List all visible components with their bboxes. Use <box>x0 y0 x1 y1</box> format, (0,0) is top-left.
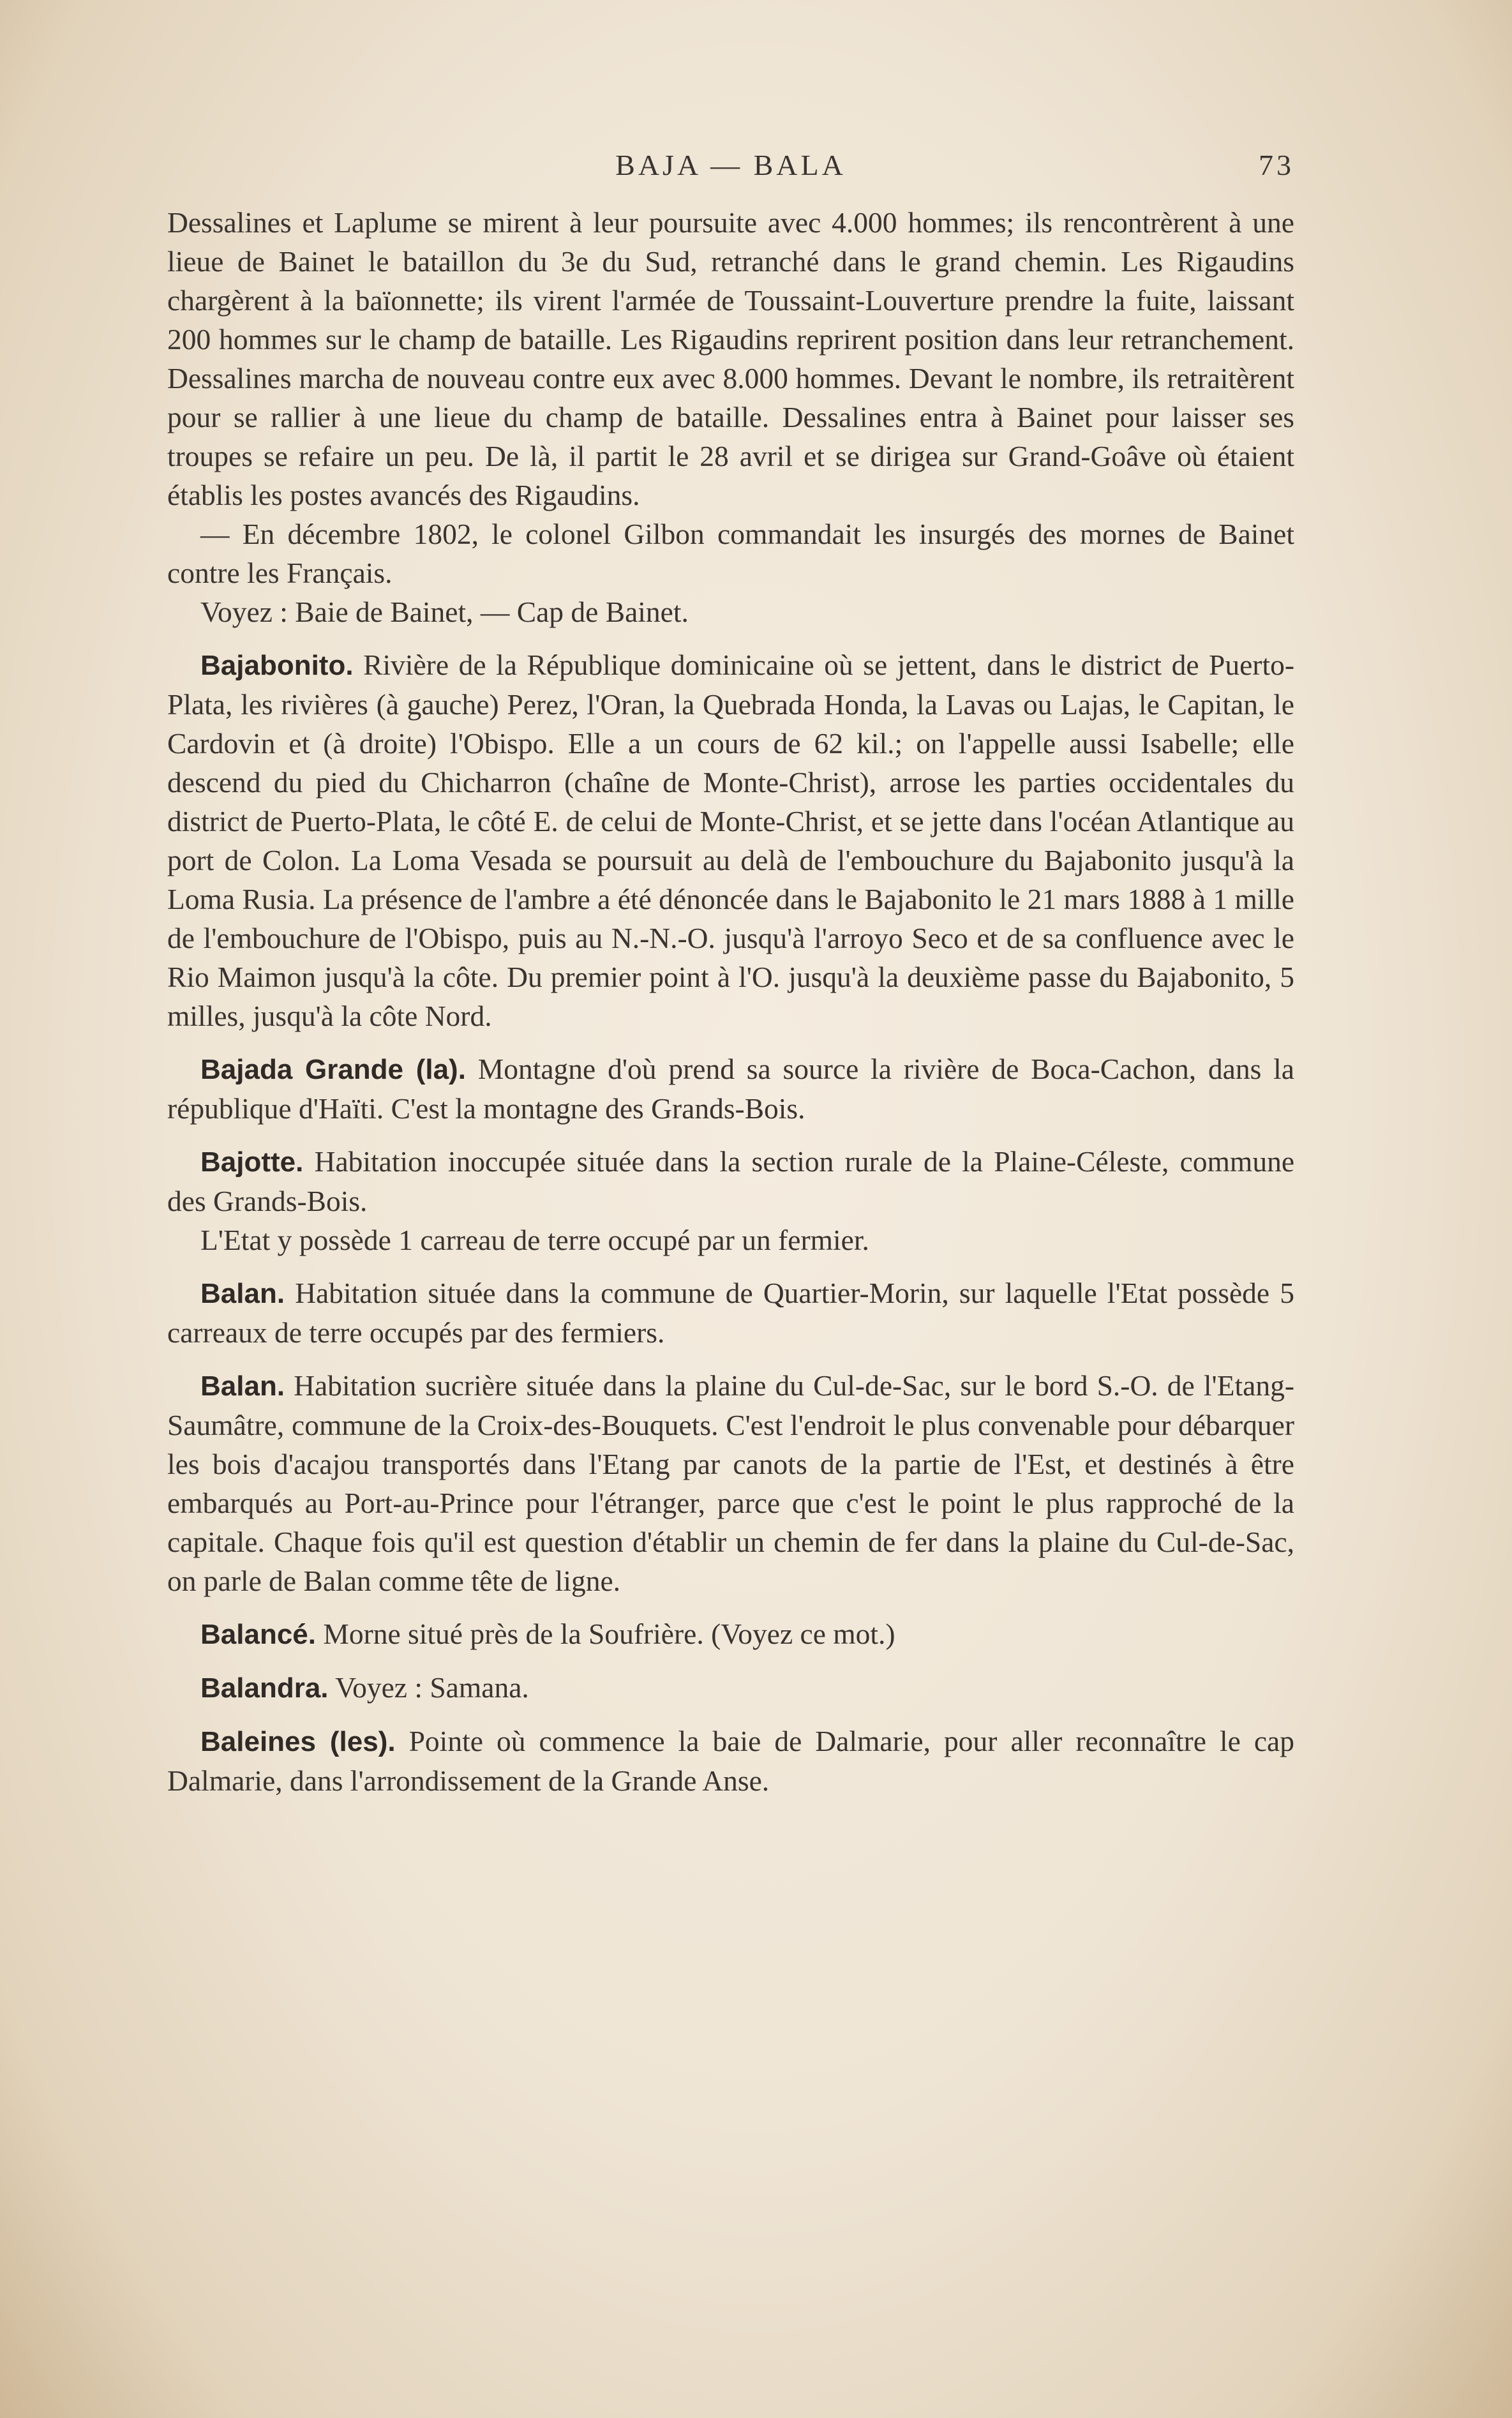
entry-bajotte <box>167 1142 1294 1220</box>
entry-balan-2 <box>167 1366 1294 1600</box>
paragraph-text: Voyez : Baie de Bainet, — Cap de Bainet. <box>200 596 689 628</box>
entry-headword: Balandra. <box>200 1672 329 1704</box>
entry-headword: Bajotte. <box>200 1146 304 1178</box>
entry-bajabonito <box>167 645 1294 1035</box>
paragraph-text: — En décembre 1802, le colonel Gilbon commandait les insurgés des mornes de Bainet contre les Français. <box>167 518 1294 589</box>
paragraph-text: Dessalines et Laplume se mirent à leur poursuite avec 4.000 hommes; ils rencontrèrent à une lieue de Bainet le bataillon du 3e du Sud, retranché dans le grand chemin. Les Rigaudins chargèrent à la baïonnette; ils virent l'armée de Toussaint-Louverture prendre la fuite, laissant 200 hommes sur le champ de bataille. Les Rigaudins reprirent position dans leur retranchement. Dessalines marcha de nouveau contre eux avec 8.000 hommes. Devant le nombre, ils retraitèrent pour se rallier à une lieue du champ de bataille. Dessalines entra à Bainet pour laisser ses troupes se refaire un peu. De là, il partit le 28 avril et se dirigea sur Grand-Goâve où étaient établis les postes avancés des Rigaudins. <box>167 206 1294 511</box>
paragraph-see-also <box>167 592 1294 631</box>
entry-text: Montagne d'où prend sa source la rivière de Boca-Cachon, dans la république d'Haïti. C'est la montagne des Grands-Bois. <box>167 1053 1295 1125</box>
entry-balance <box>167 1614 1294 1654</box>
entry-baleines <box>167 1722 1294 1800</box>
page-number: 73 <box>1259 149 1294 181</box>
entry-headword: Bajabonito. <box>200 650 354 681</box>
page-header <box>167 148 1294 186</box>
entry-headword: Bajada Grande (la). <box>200 1054 466 1085</box>
entry-headword: Balancé. <box>200 1619 316 1650</box>
entry-bajada-grande <box>167 1049 1294 1128</box>
entry-balan-1 <box>167 1273 1294 1352</box>
paragraph-bajotte-note <box>167 1220 1294 1259</box>
entry-text: Pointe où commence la baie de Dalmarie, pour aller reconnaître le cap Dalmarie, dans l'arrondissement de la Grande Anse. <box>167 1725 1295 1797</box>
entry-text: Voyez : Samana. <box>335 1671 529 1704</box>
entry-text: Habitation située dans la commune de Quartier-Morin, sur laquelle l'Etat possède 5 carreaux de terre occupés par des fermiers. <box>167 1277 1294 1349</box>
paragraph-text: L'Etat y possède 1 carreau de terre occupé par un fermier. <box>200 1224 869 1256</box>
entry-balandra <box>167 1668 1294 1708</box>
page-body <box>167 203 1294 1800</box>
entry-text: Morne situé près de la Soufrière. (Voyez ce mot.) <box>323 1618 895 1650</box>
entry-headword: Balan. <box>200 1278 285 1309</box>
entry-text: Habitation sucrière située dans la plaine du Cul-de-Sac, sur le bord S.-O. de l'Etang-Saumâtre, commune de la Croix-des-Bouquets. C'est l'endroit le plus convenable pour débarquer les bois d'acajou transportés dans l'Etang par canots de la partie de l'Est, et destinés à être embarqués au Port-au-Prince pour l'étranger, parce que c'est le point le plus rapproché de la capitale. Chaque fois qu'il est question d'établir un chemin de fer dans la plaine du Cul-de-Sac, on parle de Balan comme tête de ligne. <box>167 1369 1294 1597</box>
paragraph-note <box>167 514 1294 592</box>
entry-headword: Balan. <box>200 1370 285 1402</box>
entry-text: Rivière de la République dominicaine où se jettent, dans le district de Puerto-Plata, les rivières (à gauche) Perez, l'Oran, la Quebrada Honda, la Lavas ou Lajas, le Capitan, le Cardovin et (à droite) l'Obispo. Elle a un cours de 62 kil.; on l'appelle aussi Isabelle; elle descend du pied du Chicharron (chaîne de Monte-Christ), arrose les parties occidentales du district de Puerto-Plata, le côté E. de celui de Monte-Christ, et se jette dans l'océan Atlantique au port de Colon. La Loma Vesada se poursuit au delà de l'embouchure du Bajabonito jusqu'à la Loma Rusia. La présence de l'ambre a été dénoncée dans le Bajabonito le 21 mars 1888 à 1 mille de l'embouchure de l'Obispo, puis au N.-N.-O. jusqu'à l'arroyo Seco et de sa confluence avec le Rio Maimon jusqu'à la côte. Du premier point à l'O. jusqu'à la deuxième passe du Bajabonito, 5 milles, jusqu'à la côte Nord. <box>167 649 1294 1032</box>
entry-text: Habitation inoccupée située dans la section rurale de la Plaine-Céleste, commune des Grands-Bois. <box>167 1145 1295 1217</box>
paragraph-continuation <box>167 203 1294 514</box>
entry-headword: Baleines (les). <box>200 1726 396 1757</box>
running-title: BAJA — BALA <box>615 149 846 181</box>
